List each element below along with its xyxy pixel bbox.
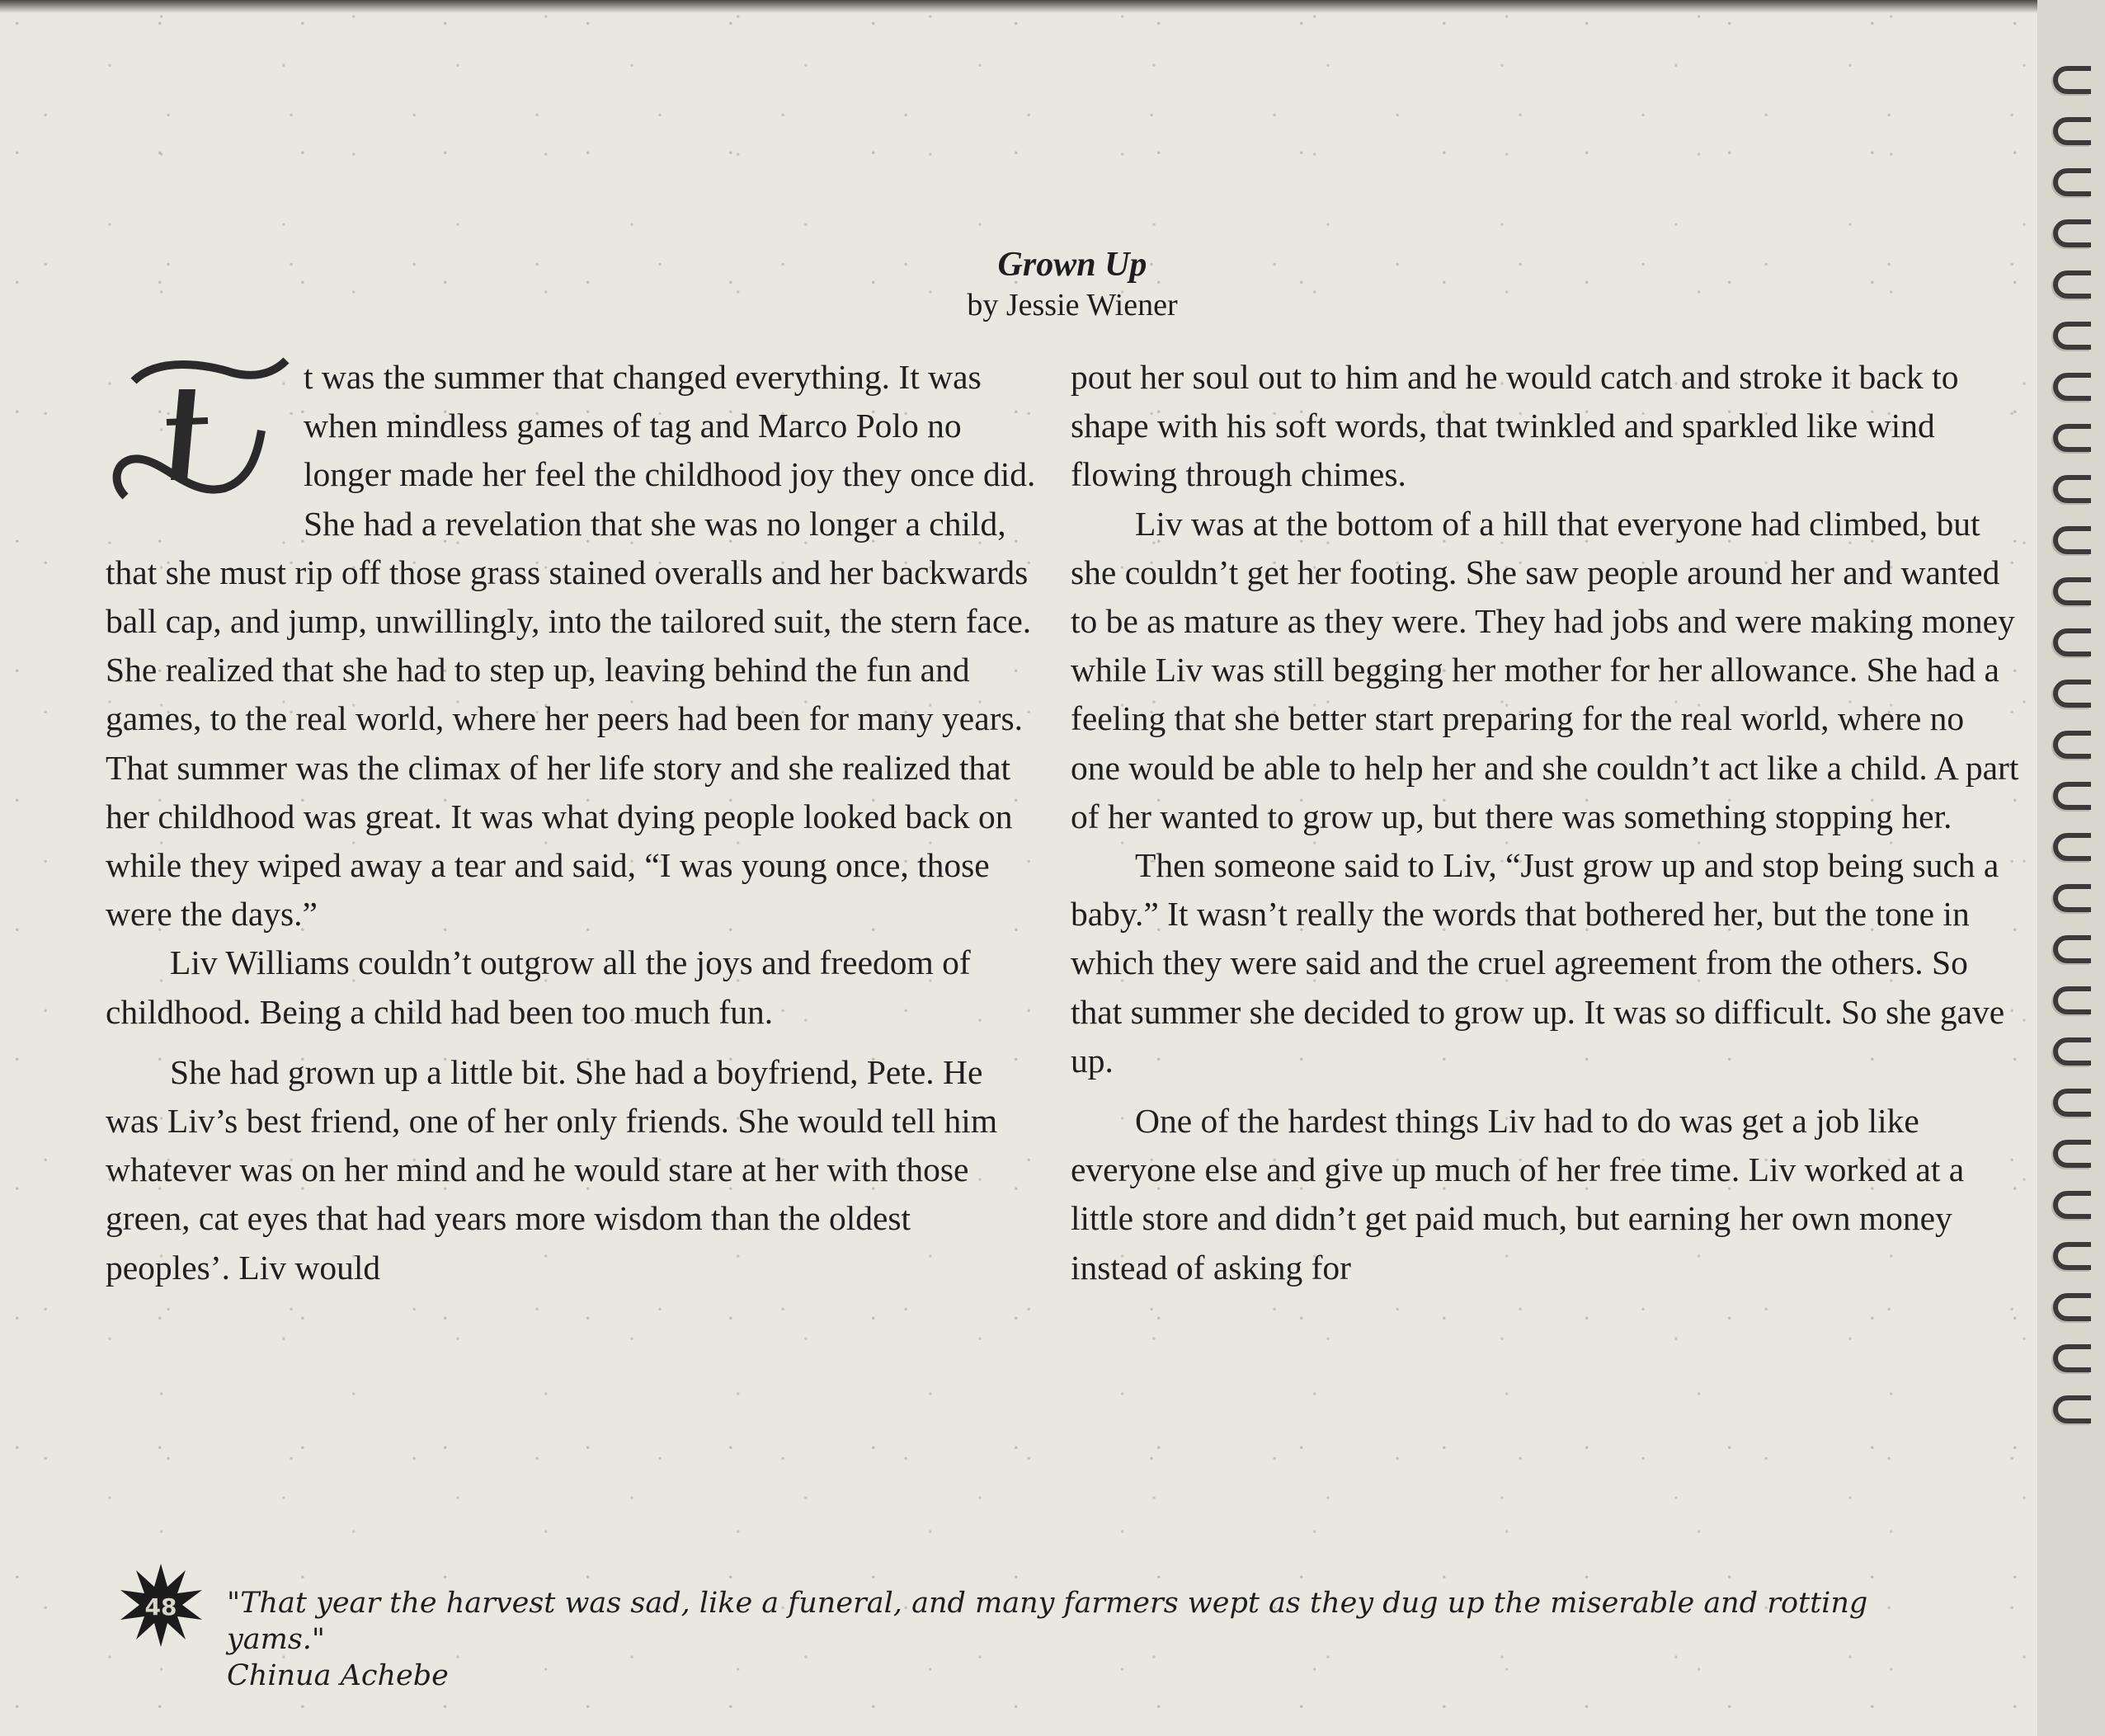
binding-ring bbox=[2053, 884, 2091, 912]
right-column bbox=[1071, 353, 2019, 1292]
binding-ring bbox=[2053, 526, 2091, 554]
binding-ring bbox=[2053, 1395, 2091, 1423]
binding-ring bbox=[2053, 322, 2091, 350]
binding-ring bbox=[2053, 680, 2091, 708]
page-top-edge bbox=[0, 0, 2037, 13]
binding-ring bbox=[2053, 782, 2091, 810]
binding-ring bbox=[2053, 1344, 2091, 1372]
binding-ring bbox=[2053, 475, 2091, 503]
binding-ring bbox=[2053, 117, 2091, 145]
paragraph-1-text: t was the summer that changed everything. It was when mindless games of tag and Marco Polo no longer made her feel the childhood joy they once did. She had a revelation that she was no longer a child, that she must rip off those grass stained overalls and her backwards ball cap, and jump, unwillingly, into the tailored suit, the stern face. She realized that she had to step up, leaving behind the fun and games, to the real world, where her peers had been for many years. That summer was the climax of her life story and she realized that her childhood was great. It was what dying people looked back on while they wiped away a tear and said, “I was young once, those were the days.” bbox=[106, 358, 1036, 934]
paragraph-1 bbox=[106, 353, 1038, 939]
page-number-starburst-icon bbox=[118, 1562, 205, 1649]
binding-ring bbox=[2053, 424, 2091, 452]
binding-ring bbox=[2053, 731, 2091, 759]
footer-quote bbox=[227, 1585, 1877, 1694]
binding-ring bbox=[2053, 373, 2091, 401]
paragraph-2: Liv Williams couldn’t outgrow all the joys and freedom of childhood. Being a child had been too much fun. bbox=[106, 943, 971, 1031]
drop-cap-letter bbox=[101, 356, 295, 505]
spiral-binding bbox=[2039, 0, 2105, 1736]
paragraph-3: She had grown up a little bit. She had a boyfriend, Pete. He was Liv’s best friend, one of her only friends. She would tell him whatever was on her mind and he would stare at her with those green, cat eyes that had years more wisdom than the oldest peoples’. Liv would bbox=[106, 1052, 998, 1287]
binding-ring bbox=[2053, 1140, 2091, 1168]
binding-ring bbox=[2053, 1089, 2091, 1117]
binding-ring bbox=[2053, 628, 2091, 656]
story-header bbox=[883, 243, 1262, 324]
binding-ring bbox=[2053, 935, 2091, 963]
binding-ring bbox=[2053, 1242, 2091, 1270]
binding-ring bbox=[2053, 1293, 2091, 1321]
binding-ring bbox=[2053, 168, 2091, 196]
binding-ring bbox=[2053, 1191, 2091, 1219]
paragraph-4: pout her soul out to him and he would catch and stroke it back to shape with his soft words, that twinkled and sparkled like wind flowing through chimes. bbox=[1071, 358, 1959, 494]
story-byline: by Jessie Wiener bbox=[967, 288, 1178, 322]
paragraph-6: Then someone said to Liv, “Just grow up and stop being such a baby.” It wasn’t really the words that bothered her, but the tone in which they were said and the cruel agreement from the others. So that summer she decided to grow up. It was so difficult. So she gave up. bbox=[1071, 846, 2005, 1080]
paragraph-7: One of the hardest things Liv had to do was get a job like everyone else and give up much of her free time. Liv worked at a little store and didn’t get paid much, but earning her own money instead of asking for bbox=[1071, 1102, 1965, 1287]
paragraph-5: Liv was at the bottom of a hill that everyone had climbed, but she couldn’t get her footing. She saw people around her and wanted to be as mature as they were. They had jobs and were making money while Liv was still begging her mother for her allowance. She had a feeling that she better start preparing for the real world, where no one would be able to help her and she couldn’t act like a child. A part of her wanted to grow up, but there was something stopping her. bbox=[1071, 504, 2019, 835]
binding-ring bbox=[2053, 833, 2091, 861]
page-number: 48 bbox=[144, 1593, 177, 1621]
binding-ring bbox=[2053, 577, 2091, 605]
binding-ring bbox=[2053, 66, 2091, 94]
binding-ring bbox=[2053, 986, 2091, 1014]
binding-ring bbox=[2053, 1037, 2091, 1066]
binding-ring bbox=[2053, 219, 2091, 247]
quote-author: Chinua Achebe bbox=[227, 1659, 449, 1692]
story-title: Grown Up bbox=[997, 246, 1147, 284]
quote-text: "That year the harvest was sad, like a funeral, and many farmers wept as they dug up the miserable and rotting yams." bbox=[227, 1587, 1868, 1656]
left-column bbox=[106, 353, 1038, 1292]
binding-ring bbox=[2053, 271, 2091, 299]
